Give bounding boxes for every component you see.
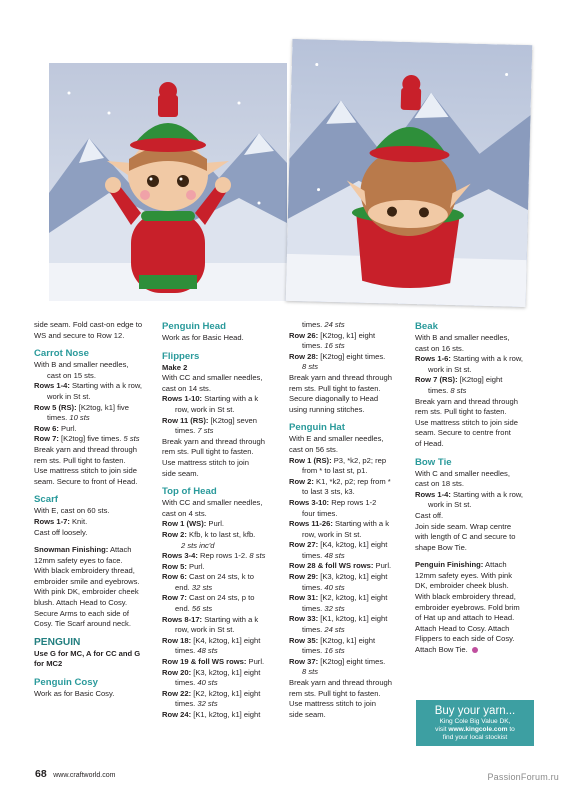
buy-yarn-line: find your local stockist	[442, 734, 508, 742]
column-4	[415, 320, 527, 656]
instruction-row: Row 31: [K2, k2tog, k1] eight	[289, 593, 388, 603]
top-of-head-rows	[162, 519, 278, 720]
text-line: cast on 16 sts.	[415, 343, 464, 353]
text-line: With CC and smaller needles,	[162, 498, 263, 508]
section-heading: Top of Head	[162, 486, 217, 498]
instruction-row: times. 16 sts	[302, 341, 345, 351]
penguin-hat-rows	[289, 456, 405, 678]
text-line: embroider eyebrows. Fold brim	[415, 602, 520, 612]
instruction-row: Row 11 (RS): [K2tog] seven	[162, 415, 257, 425]
elf-in-cosy-photo	[286, 39, 533, 307]
instruction-row: Rows 1-6: Starting with a k row,	[415, 354, 524, 364]
instruction-row: Row 24: [K1, k2tog, k1] eight	[162, 710, 261, 719]
text-line: With black embroidery thread,	[34, 566, 135, 576]
instruction-row: Row 18: [K4, k2tog, k1] eight	[162, 635, 261, 645]
buy-yarn-line: King Cole Big Value DK,	[439, 718, 511, 725]
text-line: With CC and smaller needles,	[162, 373, 263, 383]
text-line: Break yarn and thread through	[34, 444, 138, 454]
text-line: Use mattress stitch to join	[162, 457, 249, 467]
instruction-row: Rows 1-4: Starting with a k row,	[34, 381, 143, 391]
instruction-row: 2 sts inc'd	[181, 540, 215, 550]
text-line: of Hat up and attach to Head.	[415, 613, 515, 623]
instruction-row: from * to last st, p1.	[302, 466, 368, 476]
column-2	[162, 320, 278, 721]
instruction-row: Row 5 (RS): [K2tog, k1] five	[34, 402, 129, 412]
instruction-row: Row 6: Cast on 24 sts, k to	[162, 572, 255, 582]
text-line: cast on 14 sts.	[162, 383, 211, 393]
text-line: rem sts. Pull tight to fasten.	[289, 383, 381, 393]
instruction-row: Row 20: [K3, k2tog, k1] eight	[162, 667, 261, 677]
instruction-row: end. 32 sts	[175, 582, 213, 592]
text-line: Use G for MC, A for CC and G	[34, 648, 141, 658]
finishing-title: Snowman Finishing: Attach	[34, 545, 132, 555]
instruction-row: row, work in St st.	[175, 625, 235, 635]
text-line: work in St st.	[47, 391, 91, 401]
instruction-row: times. 48 sts	[302, 550, 345, 560]
text-line: DK, embroider cheek blush.	[415, 581, 509, 591]
text-line: With E and smaller needles,	[289, 434, 384, 444]
instruction-row: 8 sts	[302, 362, 319, 372]
instruction-row: Row 1 (RS): P3, *k2, p2; rep	[289, 455, 387, 465]
text-line: Break yarn and thread through	[415, 396, 519, 406]
instruction-row: to last 3 sts, k3.	[302, 487, 355, 497]
instruction-row: row, work in St st.	[302, 529, 362, 539]
buy-yarn-title: Buy your yarn...	[434, 705, 516, 717]
text-line: Cast off loosely.	[34, 527, 88, 537]
text-line: with length of C and secure to	[415, 532, 516, 542]
text-line: 12mm safety eyes to face.	[34, 555, 123, 565]
section-heading: Penguin Hat	[289, 422, 345, 434]
text-line: Break yarn and thread through	[289, 678, 393, 687]
instruction-row: times. 32 sts	[302, 603, 345, 613]
text-line: cast on 4 sts.	[162, 508, 207, 518]
text-line: blush. Attach Head to Cosy.	[34, 598, 128, 608]
text-line: using running stitches.	[289, 404, 365, 414]
instruction-row: Row 29: [K3, k2tog, k1] eight	[289, 572, 388, 582]
text-line: shape Bow Tie.	[415, 542, 467, 552]
instruction-row: Rows 1-4: Starting with a k row,	[415, 489, 524, 499]
instruction-row: Row 28 & foll WS rows: Purl.	[289, 561, 392, 571]
text-line: With B and smaller needles,	[415, 333, 510, 342]
instruction-row: Rows 1-10: Starting with a k	[162, 394, 259, 404]
section-heading: Carrot Nose	[34, 348, 89, 360]
top-of-head-rows-continued	[289, 320, 405, 373]
page-footer	[35, 768, 115, 780]
text-line: Secure diagonally to Head	[289, 394, 379, 404]
text-line: of Head.	[415, 438, 444, 448]
section-heading: Flippers	[162, 350, 200, 362]
section-heading: Penguin Cosy	[34, 677, 98, 689]
text-line: side seam.	[289, 709, 326, 719]
kingcole-link[interactable]: www.kingcole.com	[448, 726, 508, 734]
text-line: cast on 15 sts.	[47, 370, 96, 380]
text-line: With pink DK, embroider cheek	[34, 587, 139, 597]
text-line: Use mattress stitch to join side	[415, 417, 518, 427]
instruction-row: times. 24 sts	[302, 625, 345, 635]
column-1	[34, 320, 150, 700]
instruction-row: times. 10 sts	[47, 413, 90, 423]
instruction-row: Row 2: Kfb, k to last st, kfb.	[162, 529, 256, 539]
text-line: Attach Bow Tie.	[415, 645, 527, 656]
instruction-row: times. 40 sts	[302, 582, 345, 592]
instruction-row: Rows 1-7: Knit.	[34, 516, 88, 526]
instruction-row: times. 7 sts	[175, 426, 214, 436]
text-line: Use mattress stitch to join side	[34, 466, 137, 476]
column-3	[289, 320, 405, 720]
text-line: Use mattress stitch to join	[289, 699, 376, 709]
instruction-row: Row 19 & foll WS rows: Purl.	[162, 657, 265, 667]
instruction-row: times. 40 sts	[175, 678, 218, 688]
text-line: With C and smaller needles,	[415, 468, 510, 478]
text-line: Cosy. Tie Scarf around neck.	[34, 619, 131, 629]
text-line: cast on 18 sts.	[415, 479, 464, 489]
elf-photo	[49, 63, 287, 301]
text-line: WS and secure to Row 12.	[34, 330, 125, 340]
text-line: Join side seam. Wrap centre	[415, 521, 512, 531]
instruction-row: Row 33: [K1, k2tog, k1] eight	[289, 614, 388, 624]
text-line: 12mm safety eyes. With pink	[415, 570, 513, 580]
text-line: for MC2	[34, 659, 63, 669]
text-line: rem sts. Pull tight to fasten.	[34, 455, 126, 465]
finishing-title: Penguin Finishing: Attach	[415, 560, 507, 570]
text-line: rem sts. Pull tight to fasten.	[289, 688, 381, 698]
instruction-row: times. 32 sts	[175, 699, 218, 709]
instruction-row: Row 5: Purl.	[162, 561, 205, 571]
instruction-row: Row 6: Purl.	[34, 423, 77, 433]
text-line: seam. Secure to centre front	[415, 428, 511, 438]
buy-yarn-box	[416, 700, 534, 746]
text-line: side seam.	[162, 468, 199, 478]
text-line: With black embroidery thread,	[415, 592, 516, 602]
section-heading: Penguin Head	[162, 321, 226, 332]
instruction-row: Row 26: [K2tog, k1] eight	[289, 330, 376, 340]
text-line: Work as for Basic Head.	[162, 333, 244, 342]
instruction-row: Row 37: [K2tog] eight times.	[289, 656, 386, 666]
instruction-row: times. 48 sts	[175, 646, 218, 656]
instruction-row: Row 35: [K2tog, k1] eight	[289, 635, 376, 645]
section-heading: PENGUIN	[34, 636, 81, 648]
text-line: Break yarn and thread through	[289, 372, 393, 382]
text-line: work in St st.	[428, 364, 472, 374]
section-heading: Beak	[415, 321, 438, 332]
text-line: rem sts. Pull tight to fasten.	[162, 447, 254, 457]
instruction-row: Rows 3-4: Rep rows 1-2. 8 sts	[162, 551, 266, 561]
instruction-row: Row 7 (RS): [K2tog] eight	[415, 375, 503, 385]
text-line: seam. Secure to front of Head.	[34, 476, 138, 486]
instruction-row: 8 sts	[302, 667, 319, 677]
instruction-row: Row 7: [K2tog] five times. 5 sts	[34, 434, 140, 444]
page-number: 68	[35, 768, 47, 780]
end-bullet-icon	[472, 647, 478, 653]
text-line: Make 2	[162, 362, 188, 372]
instruction-row: Row 1 (WS): Purl.	[162, 519, 225, 529]
instruction-row: end. 56 sts	[175, 604, 213, 614]
instruction-row: times. 24 sts	[302, 320, 345, 329]
buy-yarn-line: visit www.kingcole.com to	[435, 726, 515, 734]
footer-url[interactable]: www.craftworld.com	[53, 772, 116, 779]
text-line: With E, cast on 60 sts.	[34, 506, 110, 516]
instruction-row: Rows 11-26: Starting with a k	[289, 519, 390, 529]
instruction-row: Row 27: [K4, k2tog, k1] eight	[289, 540, 388, 550]
section-heading: Scarf	[34, 494, 58, 506]
instruction-row: times. 8 sts	[428, 385, 467, 395]
instruction-row: times. 16 sts	[302, 646, 345, 656]
text-line: work in St st.	[428, 500, 472, 510]
instruction-row: four times.	[302, 508, 338, 518]
text-line: Secure Arms to each side of	[34, 608, 129, 618]
text-line: Break yarn and thread through	[162, 436, 266, 446]
instruction-row: Row 28: [K2tog] eight times.	[289, 351, 386, 361]
text-line: cast on 56 sts.	[289, 444, 338, 454]
text-line: Flippers to each side of Cosy.	[415, 634, 515, 644]
text-line: embroider smile and eyebrows.	[34, 576, 140, 586]
section-heading: Bow Tie	[415, 456, 452, 468]
instruction-row: Row 2: K1, *k2, p2; rep from *	[289, 476, 391, 486]
instruction-row: Row 22: [K2, k2tog, k1] eight	[162, 688, 261, 698]
watermark: PassionForum.ru	[487, 772, 559, 782]
instruction-row: Rows 8-17: Starting with a k	[162, 614, 259, 624]
instruction-row: Rows 3-10: Rep rows 1-2	[289, 497, 377, 507]
text-line: With B and smaller needles,	[34, 360, 129, 370]
instruction-row: Row 7: Cast on 24 sts, p to	[162, 593, 255, 603]
text-line: Attach Head to Cosy. Attach	[415, 623, 510, 633]
text-line: row, work in St st.	[175, 404, 235, 414]
text-line: Work as for Basic Cosy.	[34, 689, 115, 699]
text-line: side seam. Fold cast-on edge to	[34, 320, 143, 329]
text-line: Cast off.	[415, 510, 444, 520]
text-line: rem sts. Pull tight to fasten.	[415, 407, 507, 417]
